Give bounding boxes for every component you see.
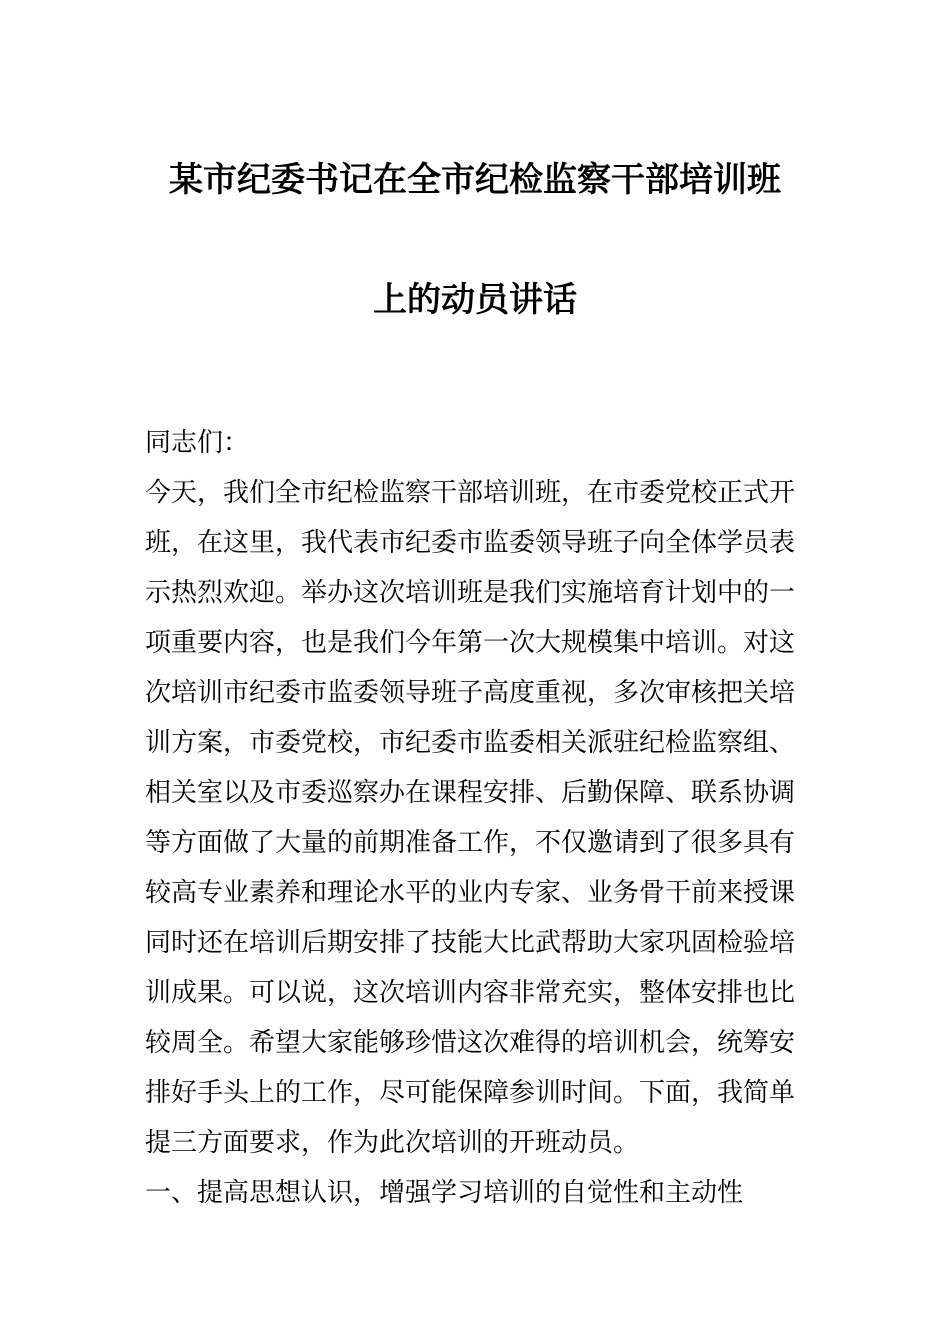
paragraph-line: 相关室以及市委巡察办在课程安排、后勤保障、联系协调 — [145, 778, 796, 808]
paragraph-line: 项重要内容，也是我们今年第一次大规模集中培训。对这 — [145, 628, 796, 658]
paragraph-line: 训成果。可以说，这次培训内容非常充实，整体安排也比 — [145, 978, 796, 1008]
paragraph-line: 示热烈欢迎。举办这次培训班是我们实施培育计划中的一 — [145, 578, 796, 608]
paragraph-line: 等方面做了大量的前期准备工作，不仅邀请到了很多具有 — [145, 828, 796, 858]
paragraph-line: 排好手头上的工作，尽可能保障参训时间。下面，我简单 — [145, 1078, 796, 1108]
section-heading: 一、提高思想认识，增强学习培训的自觉性和主动性 — [145, 1178, 744, 1208]
salutation: 同志们： — [145, 428, 250, 458]
paragraph-line: 班，在这里，我代表市纪委市监委领导班子向全体学员表 — [145, 528, 796, 558]
paragraph-line: 同时还在培训后期安排了技能大比武帮助大家巩固检验培 — [145, 928, 796, 958]
document-title-line-2: 上的动员讲话 — [373, 280, 577, 320]
paragraph-line: 较高专业素养和理论水平的业内专家、业务骨干前来授课 — [145, 878, 796, 908]
paragraph-line: 提三方面要求，作为此次培训的开班动员。 — [145, 1128, 640, 1158]
paragraph-line: 训方案，市委党校，市纪委市监委相关派驻纪检监察组、 — [145, 728, 796, 758]
paragraph-line: 较周全。希望大家能够珍惜这次难得的培训机会，统筹安 — [145, 1028, 796, 1058]
document-body — [145, 418, 815, 1218]
paragraph-line: 次培训市纪委市监委领导班子高度重视，多次审核把关培 — [145, 678, 796, 708]
paragraph-line: 今天，我们全市纪检监察干部培训班，在市委党校正式开 — [145, 478, 796, 508]
document-title-line-1: 某市纪委书记在全市纪检监察干部培训班 — [169, 160, 781, 200]
